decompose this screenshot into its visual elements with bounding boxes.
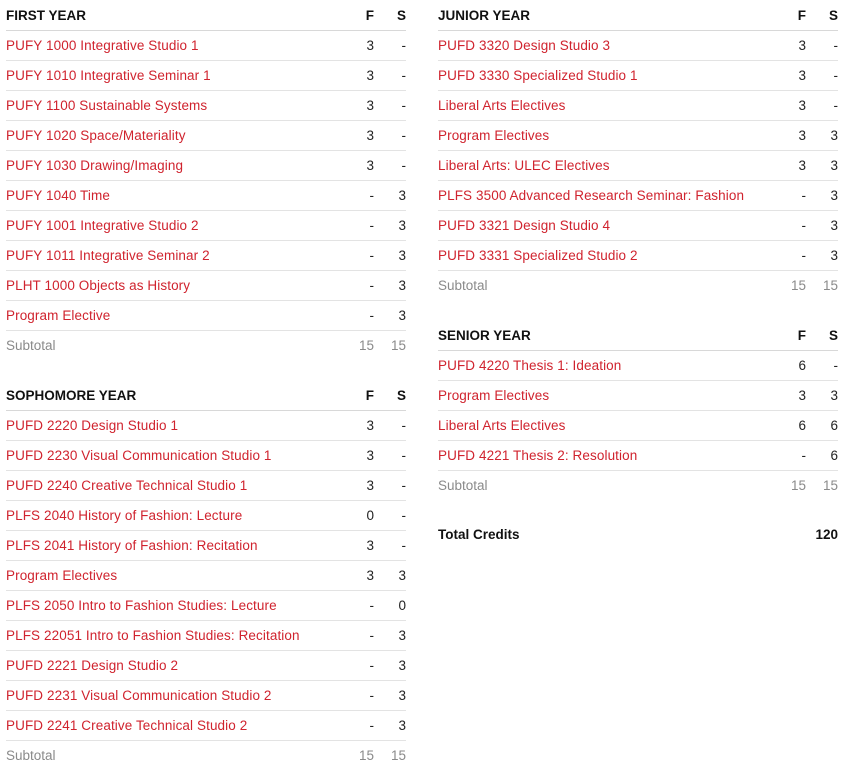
course-link[interactable]: PUFD 2240 Creative Technical Studio 1 [6,471,348,501]
spring-credits: 6 [810,411,838,441]
subtotal-spring: 15 [810,271,838,301]
fall-credits: - [348,271,378,301]
spring-credits: - [378,501,406,531]
course-link[interactable]: PLFS 2041 History of Fashion: Recitation [6,531,348,561]
course-row [438,31,838,61]
subtotal-label: Subtotal [6,741,348,770]
course-row [438,211,838,241]
spring-credits: 3 [378,211,406,241]
subtotal-fall: 15 [780,271,810,301]
spring-credits: - [378,151,406,181]
course-row [438,91,838,121]
fall-credits: 6 [780,411,810,441]
fall-credits: - [780,241,810,271]
spring-credits: 3 [810,151,838,181]
course-link[interactable]: PUFD 2220 Design Studio 1 [6,411,348,441]
spring-credits: - [810,351,838,381]
course-link[interactable]: PUFY 1100 Sustainable Systems [6,91,348,121]
fall-credits: 3 [348,471,378,501]
course-link[interactable]: PUFY 1000 Integrative Studio 1 [6,31,348,61]
fall-credits: 3 [780,91,810,121]
spring-credits: 6 [810,441,838,471]
course-link[interactable]: PLHT 1000 Objects as History [6,271,348,301]
course-link[interactable]: PLFS 3500 Advanced Research Seminar: Fashion [438,181,780,211]
fall-credits: - [348,651,378,681]
course-link[interactable]: PLFS 2040 History of Fashion: Lecture [6,501,348,531]
spring-column-header: S [810,0,838,31]
total-credits-label: Total Credits [438,527,520,542]
spring-credits: 0 [378,591,406,621]
fall-credits: - [780,181,810,211]
course-link[interactable]: PUFY 1010 Integrative Seminar 1 [6,61,348,91]
course-row [6,501,406,531]
course-row [6,441,406,471]
course-link[interactable]: Program Elective [6,301,348,331]
spring-credits: 3 [810,181,838,211]
course-row [6,591,406,621]
spring-credits: 3 [378,561,406,591]
spring-credits: - [378,471,406,501]
course-row [6,681,406,711]
course-row [6,181,406,211]
subtotal-label: Subtotal [6,331,348,361]
course-row [438,181,838,211]
fall-credits: - [348,591,378,621]
subtotal-fall: 15 [348,741,378,770]
course-row [438,61,838,91]
subtotal-row [438,471,838,501]
course-row [438,441,838,471]
course-link[interactable]: PUFD 2231 Visual Communication Studio 2 [6,681,348,711]
fall-column-header: F [348,0,378,31]
spring-credits: 3 [378,711,406,741]
fall-credits: - [348,711,378,741]
course-link[interactable]: PUFD 2241 Creative Technical Studio 2 [6,711,348,741]
subtotal-spring: 15 [378,741,406,770]
spring-credits: 3 [378,301,406,331]
course-link[interactable]: PUFY 1001 Integrative Studio 2 [6,211,348,241]
course-link[interactable]: Liberal Arts Electives [438,91,780,121]
fall-column-header: F [348,380,378,411]
subtotal-row [6,741,406,770]
spring-credits: - [810,91,838,121]
fall-credits: 3 [780,381,810,411]
spring-credits: - [378,61,406,91]
subtotal-fall: 15 [780,471,810,501]
spring-credits: 3 [378,241,406,271]
junior-year-table [438,0,838,300]
left-column [6,0,406,770]
spring-column-header: S [378,380,406,411]
spring-credits: 3 [378,621,406,651]
fall-credits: - [348,181,378,211]
course-row [6,121,406,151]
course-link[interactable]: Program Electives [438,121,780,151]
course-link[interactable]: PUFD 3320 Design Studio 3 [438,31,780,61]
fall-credits: 3 [348,61,378,91]
fall-credits: - [780,211,810,241]
fall-credits: - [348,301,378,331]
course-row [438,151,838,181]
course-row [438,411,838,441]
course-link[interactable]: PUFD 3321 Design Studio 4 [438,211,780,241]
spring-credits: 3 [810,121,838,151]
section-title: SOPHOMORE YEAR [6,380,348,411]
course-row [6,151,406,181]
spring-credits: 3 [378,271,406,301]
spring-credits: - [378,31,406,61]
fall-credits: - [348,211,378,241]
course-link[interactable]: Program Electives [438,381,780,411]
course-link[interactable]: PUFD 2221 Design Studio 2 [6,651,348,681]
course-link[interactable]: Program Electives [6,561,348,591]
course-row [438,351,838,381]
fall-column-header: F [780,0,810,31]
subtotal-label: Subtotal [438,271,780,301]
spring-credits: - [378,121,406,151]
fall-credits: 6 [780,351,810,381]
course-row [438,121,838,151]
course-link[interactable]: PLFS 2050 Intro to Fashion Studies: Lecture [6,591,348,621]
spring-credits: - [810,61,838,91]
subtotal-spring: 15 [378,331,406,361]
fall-credits: 3 [348,151,378,181]
course-row [6,271,406,301]
spring-credits: 3 [810,381,838,411]
course-link[interactable]: PUFD 3330 Specialized Studio 1 [438,61,780,91]
course-link[interactable]: PLFS 22051 Intro to Fashion Studies: Recitation [6,621,348,651]
fall-credits: 3 [780,151,810,181]
spring-credits: 3 [378,651,406,681]
section-header [6,380,406,411]
course-link[interactable]: PUFY 1030 Drawing/Imaging [6,151,348,181]
section-header [6,0,406,31]
course-link[interactable]: PUFD 4221 Thesis 2: Resolution [438,441,780,471]
course-row [6,411,406,441]
spring-credits: 3 [378,181,406,211]
total-credits-row [438,500,838,542]
fall-credits: - [348,681,378,711]
fall-credits: 3 [348,531,378,561]
spring-credits: - [378,411,406,441]
section-title: JUNIOR YEAR [438,0,780,31]
fall-credits: 3 [348,121,378,151]
fall-credits: 3 [348,411,378,441]
fall-credits: - [780,441,810,471]
fall-credits: 3 [780,61,810,91]
course-row [6,301,406,331]
course-link[interactable]: Liberal Arts: ULEC Electives [438,151,780,181]
right-column [438,0,838,542]
fall-credits: 3 [780,31,810,61]
course-row [6,531,406,561]
spring-column-header: S [810,320,838,351]
subtotal-row [6,331,406,361]
course-link[interactable]: Liberal Arts Electives [438,411,780,441]
course-link[interactable]: PUFD 3331 Specialized Studio 2 [438,241,780,271]
subtotal-label: Subtotal [438,471,780,501]
course-row [6,651,406,681]
course-row [6,711,406,741]
section-title: SENIOR YEAR [438,320,780,351]
fall-credits: 3 [348,31,378,61]
fall-credits: 3 [348,561,378,591]
course-row [6,241,406,271]
fall-credits: 3 [348,91,378,121]
spring-credits: - [378,441,406,471]
course-row [6,211,406,241]
spring-credits: 3 [810,211,838,241]
spring-credits: - [378,531,406,561]
course-link[interactable]: PUFY 1040 Time [6,181,348,211]
fall-column-header: F [780,320,810,351]
course-link[interactable]: PUFY 1020 Space/Materiality [6,121,348,151]
subtotal-spring: 15 [810,471,838,501]
subtotal-row [438,271,838,301]
course-row [6,621,406,651]
section-title: FIRST YEAR [6,0,348,31]
course-row [6,31,406,61]
course-link[interactable]: PUFD 2230 Visual Communication Studio 1 [6,441,348,471]
course-row [438,241,838,271]
section-header [438,0,838,31]
fall-credits: - [348,241,378,271]
spring-credits: - [378,91,406,121]
course-row [6,91,406,121]
senior-year-table [438,320,838,500]
spring-credits: 3 [378,681,406,711]
fall-credits: 3 [780,121,810,151]
course-link[interactable]: PUFD 4220 Thesis 1: Ideation [438,351,780,381]
course-row [438,381,838,411]
first-year-table [6,0,406,360]
fall-credits: - [348,621,378,651]
course-link[interactable]: PUFY 1011 Integrative Seminar 2 [6,241,348,271]
section-header [438,320,838,351]
total-credits-value: 120 [815,527,838,542]
sophomore-year-table [6,380,406,770]
subtotal-fall: 15 [348,331,378,361]
course-row [6,561,406,591]
fall-credits: 3 [348,441,378,471]
course-row [6,61,406,91]
spring-credits: - [810,31,838,61]
spring-column-header: S [378,0,406,31]
course-row [6,471,406,501]
fall-credits: 0 [348,501,378,531]
spring-credits: 3 [810,241,838,271]
